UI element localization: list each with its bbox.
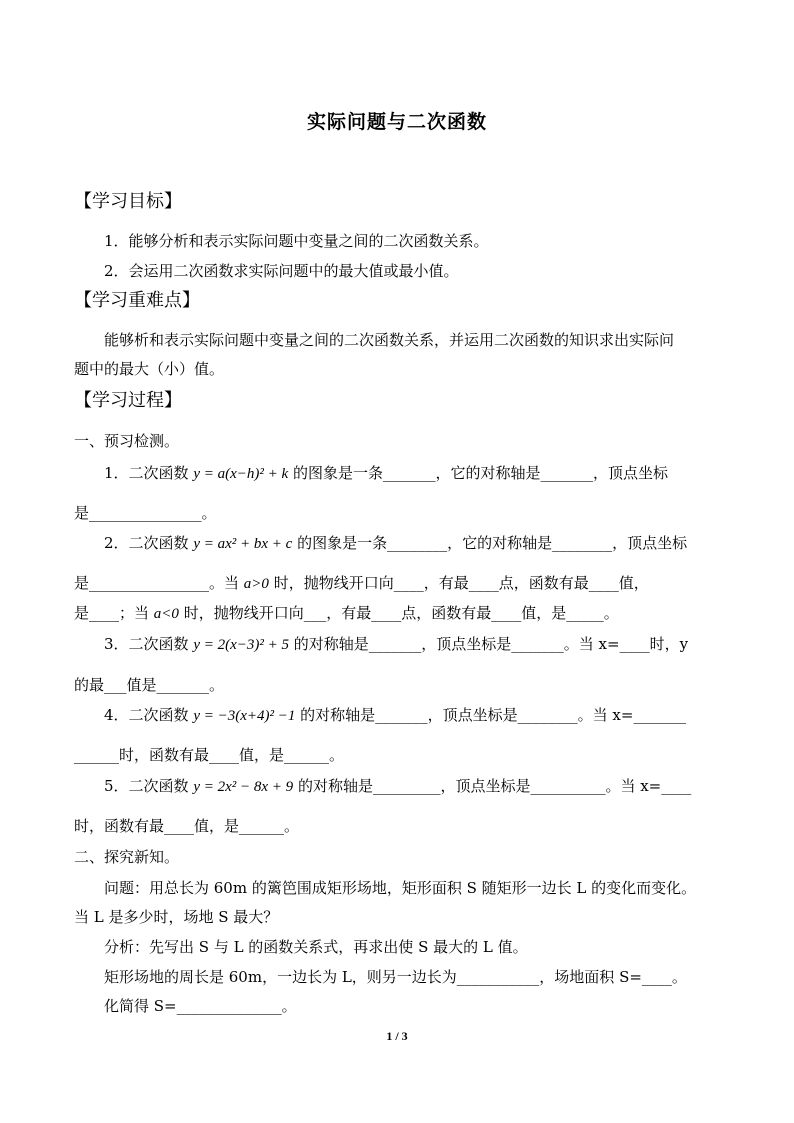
- section-heading-keypoints: 【学习重难点】: [74, 290, 200, 311]
- q4-formula: y = −3(x+4)² −1: [193, 708, 296, 724]
- q1-prefix: 1．二次函数: [104, 464, 189, 482]
- keypoint-line-1: 能够析和表示实际问题中变量之间的二次函数关系，并运用二次函数的知识求出实际问: [104, 331, 675, 349]
- goal-item-1: 1．能够分析和表示实际问题中变量之间的二次函数关系。: [104, 232, 489, 250]
- q5-prefix: 5．二次函数: [104, 777, 189, 795]
- question-3-line-1: [104, 634, 688, 655]
- question-1-line-2: 是_______________。: [74, 504, 217, 522]
- section-heading-process: 【学习过程】: [74, 390, 182, 411]
- q4-prefix: 4．二次函数: [104, 706, 189, 724]
- q3-text: 的对称轴是_______，顶点坐标是_______。当 x=____时，y: [293, 635, 689, 653]
- goal-item-2: 2．会运用二次函数求实际问题中的最大值或最小值。: [104, 262, 459, 280]
- question-1-line-1: [104, 463, 668, 484]
- question-5-line-1: [104, 776, 691, 797]
- q2-formula: y = ax² + bx + c: [193, 536, 293, 552]
- explore-line-1: 问题：用总长为 60m 的篱笆围成矩形场地，矩形面积 S 随矩形一边长 L 的变化而变化。: [104, 879, 697, 897]
- q5-formula: y = 2x² − 8x + 9: [193, 779, 294, 795]
- question-2-line-1: [104, 533, 687, 554]
- explore-line-4: 矩形场地的周长是 60m，一边长为 L，则另一边长为___________，场地面积 S=____。: [104, 968, 687, 986]
- page-title: 实际问题与二次函数: [306, 111, 487, 133]
- q1-text: 的图象是一条_______，它的对称轴是_______，顶点坐标: [292, 464, 668, 482]
- q4-text: 的对称轴是_______，顶点坐标是________。当 x=_______: [300, 706, 686, 724]
- q1-formula: y = a(x−h)² + k: [193, 466, 289, 482]
- section-heading-goals: 【学习目标】: [74, 191, 182, 212]
- part1-heading: 一、预习检测。: [74, 432, 180, 450]
- q3-formula: y = 2(x−3)² + 5: [193, 637, 289, 653]
- question-3-line-2: 的最___值是_______。: [74, 676, 225, 694]
- keypoint-line-2: 题中的最大（小）值。: [74, 360, 225, 378]
- q5-text: 的对称轴是_________，顶点坐标是__________。当 x=____: [297, 777, 692, 795]
- q2-text-d2: 时，抛物线开口向___，有最____点，函数有最____值，是_____。: [183, 604, 619, 622]
- q2-text-c1: 是________________。当: [74, 574, 240, 592]
- question-4-line-1: [104, 705, 686, 726]
- q2-text-d1: 是____；当: [74, 604, 150, 622]
- question-2-line-2: [74, 573, 649, 594]
- part2-heading: 二、探究新知。: [74, 848, 180, 866]
- question-2-line-3: [74, 603, 619, 624]
- q2-text-c2: 时，抛物线开口向____，有最____点，函数有最____值，: [273, 574, 649, 592]
- q2-condition-2: a<0: [153, 606, 179, 622]
- explore-line-5: 化简得 S=______________。: [104, 997, 297, 1015]
- q2-text: 的图象是一条________，它的对称轴是________，顶点坐标: [297, 534, 688, 552]
- page-number: 1 / 3: [386, 1029, 408, 1043]
- q2-condition-1: a>0: [243, 576, 269, 592]
- question-5-line-2: 时，函数有最____值，是______。: [74, 817, 300, 835]
- explore-line-2: 当 L 是多少时，场地 S 最大？: [74, 908, 279, 926]
- q2-prefix: 2．二次函数: [104, 534, 189, 552]
- explore-line-3: 分析：先写出 S 与 L 的函数关系式，再求出使 S 最大的 L 值。: [104, 938, 528, 956]
- q3-prefix: 3．二次函数: [104, 635, 189, 653]
- question-4-line-2: ______时，函数有最____值，是______。: [74, 746, 345, 764]
